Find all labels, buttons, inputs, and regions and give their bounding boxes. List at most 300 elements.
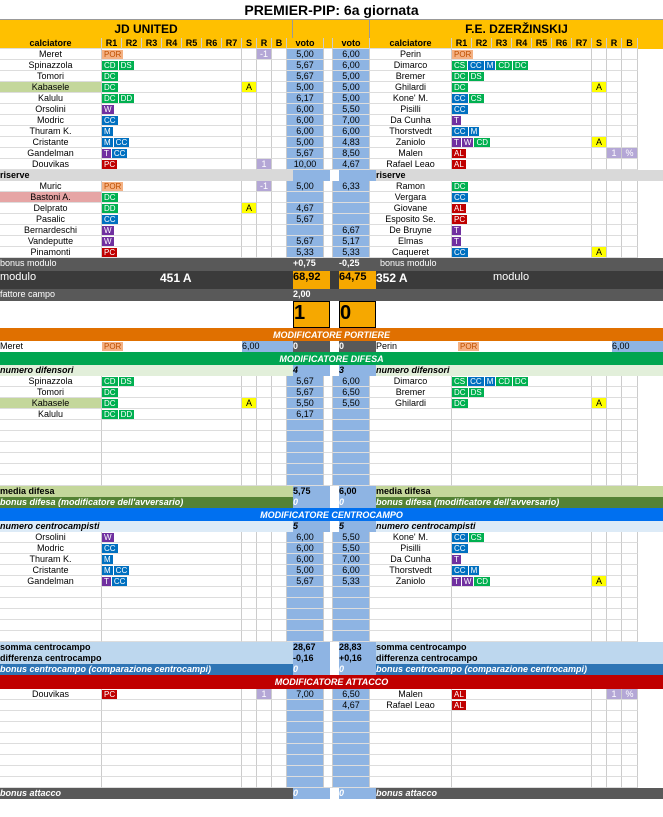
- player-row: [0, 554, 663, 565]
- home-value: -0,16: [293, 653, 330, 664]
- role-tag: T: [454, 137, 459, 147]
- column-header: R1: [102, 38, 122, 49]
- home-voto: [287, 755, 324, 766]
- away-voto: [333, 609, 370, 620]
- role-tag: DS: [120, 60, 132, 70]
- yellow-card-cell: [592, 214, 607, 225]
- roles-cell: [102, 376, 242, 387]
- player-name: Gandelman: [0, 148, 102, 159]
- player-name: [370, 453, 452, 464]
- roles-cell: [452, 93, 592, 104]
- yellow-card-cell: [242, 387, 257, 398]
- player-name: [0, 609, 102, 620]
- away-value: 0: [339, 664, 376, 675]
- player-name: [0, 620, 102, 631]
- extra-cell: 1: [257, 159, 272, 170]
- player-row: [0, 609, 663, 620]
- home-gk-val: 6,00: [242, 341, 293, 352]
- extra-cell: [607, 744, 622, 755]
- extra-cell: [257, 420, 272, 431]
- extra2-cell: [272, 104, 287, 115]
- row-label-right: media difesa: [376, 486, 431, 496]
- yellow-card-cell: [592, 387, 607, 398]
- yellow-card-cell: [242, 711, 257, 722]
- yellow-card-cell: [242, 409, 257, 420]
- spacer: [324, 247, 333, 258]
- extra-cell: [607, 620, 622, 631]
- player-row: [0, 236, 663, 247]
- role-tag: M: [470, 565, 478, 575]
- extra2-cell: [272, 203, 287, 214]
- roles-cell: [102, 475, 242, 486]
- away-value: +0,16: [339, 653, 376, 664]
- extra2-cell: [272, 148, 287, 159]
- roles-cell: [102, 565, 242, 576]
- extra-cell: [607, 71, 622, 82]
- extra-cell: [607, 532, 622, 543]
- player-row: [0, 126, 663, 137]
- centrocampo-section-title: [0, 508, 663, 521]
- home-voto: [287, 442, 324, 453]
- roles-cell: [102, 543, 242, 554]
- home-value: 5,75: [293, 486, 330, 497]
- away-voto: [333, 777, 370, 788]
- extra2-cell: [622, 700, 638, 711]
- reserves-label-away: riserve: [376, 170, 406, 180]
- player-row: [0, 689, 663, 700]
- roles-cell: [452, 71, 592, 82]
- player-name: Cristante: [0, 565, 102, 576]
- yellow-card-cell: [242, 565, 257, 576]
- yellow-card-cell: [592, 755, 607, 766]
- row-label-left: somma centrocampo: [0, 642, 91, 652]
- yellow-card-cell: [242, 225, 257, 236]
- roles-cell: [452, 126, 592, 137]
- player-name: Thuram K.: [0, 126, 102, 137]
- extra2-cell: [622, 733, 638, 744]
- extra-cell: [607, 711, 622, 722]
- extra2-cell: [272, 82, 287, 93]
- player-row: [0, 225, 663, 236]
- player-name: Muric: [0, 181, 102, 192]
- home-voto: 6,00: [287, 104, 324, 115]
- extra2-cell: [272, 137, 287, 148]
- sp: [330, 170, 339, 181]
- away-voto: 5,33: [333, 247, 370, 258]
- home-voto: 5,67: [287, 148, 324, 159]
- yellow-card-cell: [242, 137, 257, 148]
- roles-cell: [102, 464, 242, 475]
- player-name: Pisilli: [370, 543, 452, 554]
- player-row: [0, 576, 663, 587]
- difesa-count-row: [0, 365, 663, 376]
- spacer: [324, 722, 333, 733]
- spacer: [324, 181, 333, 192]
- row-label-right: bonus centrocampo (comparazione centrocampi): [376, 664, 588, 674]
- player-name: Douvikas: [0, 159, 102, 170]
- player-name: [370, 420, 452, 431]
- yellow-card-cell: [242, 236, 257, 247]
- away-team-name: F.E. DZERŽINSKIJ: [370, 20, 663, 38]
- player-name: Delprato: [0, 203, 102, 214]
- spacer: [324, 214, 333, 225]
- away-total: 64,75: [339, 271, 376, 289]
- extra2-cell: [272, 126, 287, 137]
- roles-cell: [452, 777, 592, 788]
- yellow-card-cell: [592, 598, 607, 609]
- spacer: [324, 587, 333, 598]
- extra2-cell: [272, 60, 287, 71]
- home-gk-name: Meret: [0, 341, 24, 351]
- row-label-right: bonus attacco: [376, 788, 438, 798]
- yellow-card-cell: [592, 587, 607, 598]
- yellow-card-cell: [242, 689, 257, 700]
- away-voto: 6,50: [333, 387, 370, 398]
- extra2-cell: [272, 236, 287, 247]
- bonus-centrocampo-row: [0, 664, 663, 675]
- extra-cell: [607, 126, 622, 137]
- extra-cell: [607, 159, 622, 170]
- extra-cell: [257, 192, 272, 203]
- roles-cell: [102, 225, 242, 236]
- extra-cell: [607, 576, 622, 587]
- away-value: 3: [339, 365, 376, 376]
- roles-cell: [452, 442, 592, 453]
- roles-cell: [102, 777, 242, 788]
- extra2-cell: [272, 409, 287, 420]
- player-name: Spinazzola: [0, 60, 102, 71]
- yellow-card-cell: [592, 700, 607, 711]
- spacer: [330, 497, 339, 508]
- role-tag: DC: [454, 82, 466, 92]
- roles-cell: [102, 755, 242, 766]
- away-voto: 5,00: [333, 71, 370, 82]
- roles-cell: [102, 82, 242, 93]
- page-title: PREMIER-PIP: 6a giornata: [244, 1, 419, 18]
- column-header: R: [607, 38, 622, 49]
- home-gk-role: [102, 341, 242, 352]
- role-tag: T: [454, 115, 459, 125]
- extra-cell: 1: [257, 689, 272, 700]
- roles-cell: [452, 60, 592, 71]
- home-value: 0: [293, 497, 330, 508]
- extra2-cell: [272, 554, 287, 565]
- player-name: Vandeputte: [0, 236, 102, 247]
- column-header: voto: [287, 38, 324, 49]
- role-tag: M: [104, 565, 111, 575]
- roles-cell: [452, 192, 592, 203]
- yellow-card-cell: [592, 766, 607, 777]
- extra2-cell: [622, 398, 638, 409]
- extra-cell: [607, 554, 622, 565]
- player-row: [0, 181, 663, 192]
- role-tag: DC: [104, 71, 116, 81]
- extra2-cell: [272, 620, 287, 631]
- role-tag: DC: [104, 409, 116, 419]
- role-tag: T: [104, 148, 109, 158]
- roles-cell: [102, 576, 242, 587]
- column-header: calciatore: [370, 38, 452, 49]
- player-row: [0, 420, 663, 431]
- bonus-modulo-home: +0,75: [293, 258, 316, 268]
- spacer: [324, 115, 333, 126]
- extra-cell: [607, 115, 622, 126]
- role-tag: POR: [454, 49, 472, 59]
- column-header: R6: [552, 38, 572, 49]
- role-tag: AL: [454, 700, 464, 710]
- extra2-cell: %: [622, 689, 638, 700]
- spacer: [324, 236, 333, 247]
- extra-cell: [607, 587, 622, 598]
- home-voto: 6,00: [287, 543, 324, 554]
- player-row: [0, 409, 663, 420]
- yellow-card-cell: [242, 453, 257, 464]
- yellow-card-cell: [592, 442, 607, 453]
- bonus-modulo-row: [0, 258, 663, 271]
- yellow-card-cell: [592, 159, 607, 170]
- away-voto: [333, 711, 370, 722]
- away-voto: [333, 442, 370, 453]
- yellow-card-cell: [592, 464, 607, 475]
- yellow-card-cell: [242, 620, 257, 631]
- away-voto: [333, 464, 370, 475]
- roles-cell: [452, 755, 592, 766]
- player-name: [370, 755, 452, 766]
- home-voto: [287, 587, 324, 598]
- roles-cell: [102, 431, 242, 442]
- yellow-card-cell: [592, 777, 607, 788]
- player-row: [0, 49, 663, 60]
- player-name: Orsolini: [0, 532, 102, 543]
- spacer: [324, 60, 333, 71]
- role-tag: AL: [454, 203, 464, 213]
- extra2-cell: [622, 225, 638, 236]
- roles-cell: [102, 532, 242, 543]
- extra2-cell: [622, 711, 638, 722]
- roles-cell: [452, 453, 592, 464]
- column-header: R7: [222, 38, 242, 49]
- extra-cell: [607, 398, 622, 409]
- extra-cell: [607, 82, 622, 93]
- row-label-left: numero centrocampisti: [0, 521, 100, 531]
- roles-cell: [102, 631, 242, 642]
- player-name: [370, 598, 452, 609]
- roles-cell: [102, 744, 242, 755]
- team-header-row: [0, 20, 663, 38]
- extra2-cell: [272, 192, 287, 203]
- roles-cell: [452, 398, 592, 409]
- extra-cell: [607, 236, 622, 247]
- extra-cell: [257, 576, 272, 587]
- spacer: [324, 159, 333, 170]
- reserves-header: [0, 170, 663, 181]
- extra-cell: [607, 181, 622, 192]
- roles-cell: [452, 247, 592, 258]
- yellow-card-cell: [592, 49, 607, 60]
- role-tag: DS: [470, 387, 482, 397]
- player-name: [370, 766, 452, 777]
- role-tag: CS: [454, 376, 466, 386]
- player-row: [0, 453, 663, 464]
- extra2-cell: [622, 755, 638, 766]
- extra-cell: [257, 744, 272, 755]
- yellow-card-cell: A: [592, 82, 607, 93]
- role-tag: M: [486, 60, 494, 70]
- roles-cell: [452, 733, 592, 744]
- away-gk-role: [458, 341, 612, 352]
- somma-centrocampo-row: [0, 642, 663, 653]
- home-voto: 5,00: [287, 82, 324, 93]
- media-difesa-row: [0, 486, 663, 497]
- away-voto: 5,50: [333, 104, 370, 115]
- extra-cell: [257, 387, 272, 398]
- role-tag: T: [454, 576, 459, 586]
- extra-cell: [607, 93, 622, 104]
- extra-cell: [607, 609, 622, 620]
- away-voto: 4,67: [333, 159, 370, 170]
- extra2-cell: [272, 431, 287, 442]
- away-voto: [333, 598, 370, 609]
- extra-cell: [607, 722, 622, 733]
- roles-cell: [102, 115, 242, 126]
- away-value: 6,00: [339, 486, 376, 497]
- bonus-attacco-row: [0, 788, 663, 799]
- spacer: [324, 733, 333, 744]
- home-voto: 6,17: [287, 409, 324, 420]
- role-tag: CC: [104, 543, 116, 553]
- player-name: Orsolini: [0, 104, 102, 115]
- away-voto: 5,33: [333, 576, 370, 587]
- yellow-card-cell: [242, 700, 257, 711]
- yellow-card-cell: [242, 631, 257, 642]
- player-name: [0, 777, 102, 788]
- yellow-card-cell: [242, 755, 257, 766]
- player-name: Spinazzola: [0, 376, 102, 387]
- spacer: [330, 486, 339, 497]
- fattore-campo-row: [0, 289, 663, 301]
- role-tag: DS: [470, 71, 482, 81]
- yellow-card-cell: [242, 115, 257, 126]
- spacer: [324, 93, 333, 104]
- spacer: [324, 420, 333, 431]
- extra-cell: [607, 431, 622, 442]
- home-voto: [287, 598, 324, 609]
- home-voto: 5,67: [287, 214, 324, 225]
- spacer: [324, 598, 333, 609]
- yellow-card-cell: [242, 247, 257, 258]
- extra2-cell: [272, 398, 287, 409]
- home-score: 1: [293, 301, 330, 328]
- column-header-row: [0, 38, 663, 49]
- yellow-card-cell: [242, 60, 257, 71]
- spacer: [324, 744, 333, 755]
- role-tag: W: [463, 576, 472, 586]
- player-name: Kone' M.: [370, 532, 452, 543]
- yellow-card-cell: [592, 236, 607, 247]
- spacer: [324, 398, 333, 409]
- yellow-card-cell: [242, 766, 257, 777]
- roles-cell: [452, 225, 592, 236]
- extra2-cell: [622, 49, 638, 60]
- extra-cell: [257, 115, 272, 126]
- yellow-card-cell: [242, 543, 257, 554]
- extra-cell: [607, 543, 622, 554]
- role-tag: CD: [498, 60, 510, 70]
- role-tag: CC: [104, 115, 116, 125]
- extra-cell: [257, 203, 272, 214]
- player-name: Rafael Leao: [370, 700, 452, 711]
- roles-cell: [102, 159, 242, 170]
- extra-cell: [257, 442, 272, 453]
- extra2-cell: [272, 214, 287, 225]
- extra2-cell: [272, 700, 287, 711]
- extra-cell: [257, 82, 272, 93]
- roles-cell: [452, 475, 592, 486]
- away-voto: 4,83: [333, 137, 370, 148]
- home-voto: [287, 609, 324, 620]
- fattore-campo-value: 2,00: [293, 289, 311, 299]
- roles-cell: [102, 247, 242, 258]
- yellow-card-cell: [592, 376, 607, 387]
- extra2-cell: [622, 247, 638, 258]
- yellow-card-cell: [592, 554, 607, 565]
- extra-cell: [257, 431, 272, 442]
- yellow-card-cell: [242, 192, 257, 203]
- extra2-cell: [622, 453, 638, 464]
- home-voto: 6,17: [287, 93, 324, 104]
- extra-cell: [257, 247, 272, 258]
- roles-cell: [452, 766, 592, 777]
- role-tag: CD: [498, 376, 510, 386]
- yellow-card-cell: [592, 409, 607, 420]
- spacer: [324, 376, 333, 387]
- extra-cell: [257, 722, 272, 733]
- player-row: [0, 192, 663, 203]
- roles-cell: [102, 420, 242, 431]
- roles-cell: [102, 60, 242, 71]
- role-tag: DC: [514, 60, 527, 70]
- extra2-cell: [272, 631, 287, 642]
- home-voto: [287, 700, 324, 711]
- column-header: R4: [512, 38, 532, 49]
- sp: [330, 301, 339, 328]
- extra2-cell: [272, 609, 287, 620]
- role-tag: W: [104, 236, 112, 246]
- player-name: Tomori: [0, 71, 102, 82]
- player-name: Gandelman: [0, 576, 102, 587]
- player-name: [0, 598, 102, 609]
- role-tag: CC: [113, 576, 126, 586]
- spacer: [324, 442, 333, 453]
- player-name: [0, 475, 102, 486]
- roles-cell: [452, 49, 592, 60]
- extra2-cell: [622, 609, 638, 620]
- role-tag: DS: [120, 376, 132, 386]
- home-voto: 5,67: [287, 576, 324, 587]
- player-name: [370, 620, 452, 631]
- extra2-cell: [272, 689, 287, 700]
- roles-cell: [102, 203, 242, 214]
- player-name: [0, 453, 102, 464]
- extra2-cell: [272, 755, 287, 766]
- extra-cell: -1: [257, 49, 272, 60]
- yellow-card-cell: [592, 203, 607, 214]
- home-voto: 6,00: [287, 115, 324, 126]
- extra2-cell: [622, 766, 638, 777]
- player-name: [0, 442, 102, 453]
- column-header: B: [622, 38, 638, 49]
- spacer: [330, 521, 339, 532]
